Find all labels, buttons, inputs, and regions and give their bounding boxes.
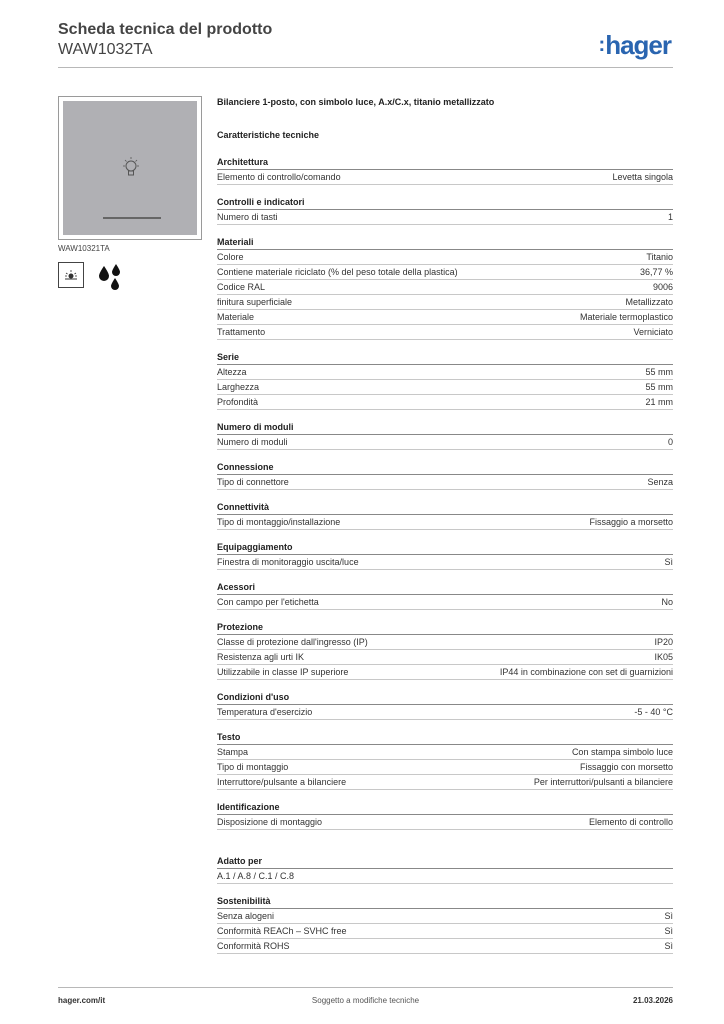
spec-group-title: Sostenibilità [217,895,673,909]
spec-row [217,745,673,760]
spec-sections [217,156,673,965]
spec-group [217,621,673,680]
spec-value: Sì [664,557,673,567]
footer-website[interactable]: hager.com/it [58,996,106,1005]
spec-group-title: Identificazione [217,801,673,815]
spec-label: Trattamento [217,327,266,337]
spec-value: Fissaggio a morsetto [589,517,673,527]
spec-row [217,650,673,665]
spec-row [217,760,673,775]
spec-row [217,210,673,225]
spec-label: Codice RAL [217,282,266,292]
spec-value: No [661,597,673,607]
spec-row [217,295,673,310]
spec-group-title: Equipaggiamento [217,541,673,555]
spec-label: Resistenza agli urti IK [217,652,305,662]
spec-label: Disposizione di montaggio [217,817,323,827]
spec-value: Elemento di controllo [588,817,673,827]
light-bulb-icon [121,157,141,181]
spec-label: Numero di tasti [217,212,278,222]
spec-row [217,515,673,530]
suitable-group [217,855,673,884]
spec-row [217,280,673,295]
product-description: Bilanciere 1-posto, con simbolo luce, A.x/C.x, titanio metallizzato [217,97,495,107]
spec-group-title: Architettura [217,156,673,170]
spec-row [217,635,673,650]
spec-value: Sì [664,926,673,936]
spec-label: Profondità [217,397,259,407]
spec-row [217,380,673,395]
indicator-bar [103,217,161,219]
spec-row [217,595,673,610]
indoor-light-icon [58,262,84,288]
rocker-plate [63,101,197,235]
spec-group-title: Acessori [217,581,673,595]
spec-group-title: Numero di moduli [217,421,673,435]
spec-group [217,421,673,450]
spec-value: 9006 [652,282,673,292]
spec-row [217,555,673,570]
spacer [217,841,673,855]
spec-row [217,310,673,325]
spec-value: Levetta singola [612,172,673,182]
spec-value: 55 mm [645,367,673,377]
spec-label: Interruttore/pulsante a bilanciere [217,777,347,787]
spec-group [217,581,673,610]
suitable-value: A.1 / A.8 / C.1 / C.8 [217,869,673,884]
spec-group-title: Controlli e indicatori [217,196,673,210]
spec-group [217,731,673,790]
spec-group [217,691,673,720]
spec-group-title: Connettività [217,501,673,515]
spec-group [217,895,673,954]
spec-group-title: Connessione [217,461,673,475]
spec-group-title: Serie [217,351,673,365]
spec-value: Senza [647,477,673,487]
spec-value: IK05 [654,652,673,662]
spec-value: Materiale termoplastico [579,312,673,322]
spec-group-title: Protezione [217,621,673,635]
spec-row [217,775,673,790]
spec-group [217,461,673,490]
spec-row [217,265,673,280]
spec-label: Altezza [217,367,247,377]
spec-value: Sì [664,911,673,921]
spec-value: 55 mm [645,382,673,392]
spec-row [217,909,673,924]
spec-value: 0 [667,437,673,447]
spec-value: 36,77 % [639,267,673,277]
spec-content [217,96,673,951]
spec-value: 1 [667,212,673,222]
spec-label: Conformità REACh – SVHC free [217,926,347,936]
product-image [58,96,202,240]
spec-row [217,395,673,410]
page-title: Scheda tecnica del prodotto [58,21,273,38]
suitable-title: Adatto per [217,855,673,869]
spec-label: Materiale [217,312,255,322]
spec-group [217,156,673,185]
spec-row [217,705,673,720]
spec-label: Senza alogeni [217,911,275,921]
spec-label: Con campo per l'etichetta [217,597,319,607]
spec-row [217,924,673,939]
spec-label: Temperatura d'esercizio [217,707,313,717]
spec-label: Tipo di connettore [217,477,289,487]
water-drops-icon [96,262,122,288]
spec-group [217,541,673,570]
spec-label: Classe di protezione dall'ingresso (IP) [217,637,368,647]
spec-row [217,170,673,185]
spec-value: IP44 in combinazione con set di guarnizioni [499,667,673,677]
spec-group [217,501,673,530]
page-header [58,20,673,68]
spec-label: Numero di moduli [217,437,288,447]
image-caption: WAW10321TA [58,244,110,253]
spec-group [217,196,673,225]
spec-row [217,365,673,380]
spec-value: Sì [664,941,673,951]
spec-group-title: Materiali [217,236,673,250]
spec-row [217,325,673,340]
spec-group [217,236,673,340]
spec-label: Tipo di montaggio/installazione [217,517,341,527]
spec-value: Con stampa simbolo luce [571,747,673,757]
footer-divider [58,987,673,988]
spec-row [217,815,673,830]
spec-group-title: Testo [217,731,673,745]
spec-value: -5 - 40 °C [634,707,673,717]
spec-row [217,475,673,490]
spec-value: Per interruttori/pulsanti a bilanciere [533,777,673,787]
spec-group-title: Condizioni d'uso [217,691,673,705]
spec-value: IP20 [654,637,673,647]
spec-label: Utilizzabile in classe IP superiore [217,667,349,677]
header-divider [58,67,673,68]
spec-value: Fissaggio con morsetto [579,762,673,772]
footer-date: 21.03.2026 [632,996,673,1005]
spec-value: 21 mm [645,397,673,407]
product-code: WAW1032TA [58,41,153,58]
spec-row [217,939,673,954]
spec-label: Conformità ROHS [217,941,290,951]
spec-label: Finestra di monitoraggio uscita/luce [217,557,359,567]
spec-row [217,250,673,265]
spec-group [217,351,673,410]
spec-label: Stampa [217,747,249,757]
spec-value: Metallizzato [625,297,673,307]
spec-value: Titanio [646,252,673,262]
spec-value: Verniciato [633,327,673,337]
spec-label: Contiene materiale riciclato (% del peso totale della plastica) [217,267,458,277]
hager-logo[interactable]: :hager [598,30,671,60]
spec-row [217,435,673,450]
spec-label: Elemento di controllo/comando [217,172,341,182]
spec-label: finitura superficiale [217,297,293,307]
spec-row [217,665,673,680]
footer-note: Soggetto a modifiche tecniche [311,996,420,1005]
spec-label: Larghezza [217,382,260,392]
spec-group [217,801,673,830]
spec-label: Colore [217,252,244,262]
spec-label: Tipo di montaggio [217,762,289,772]
characteristics-heading: Caratteristiche tecniche [217,130,320,140]
